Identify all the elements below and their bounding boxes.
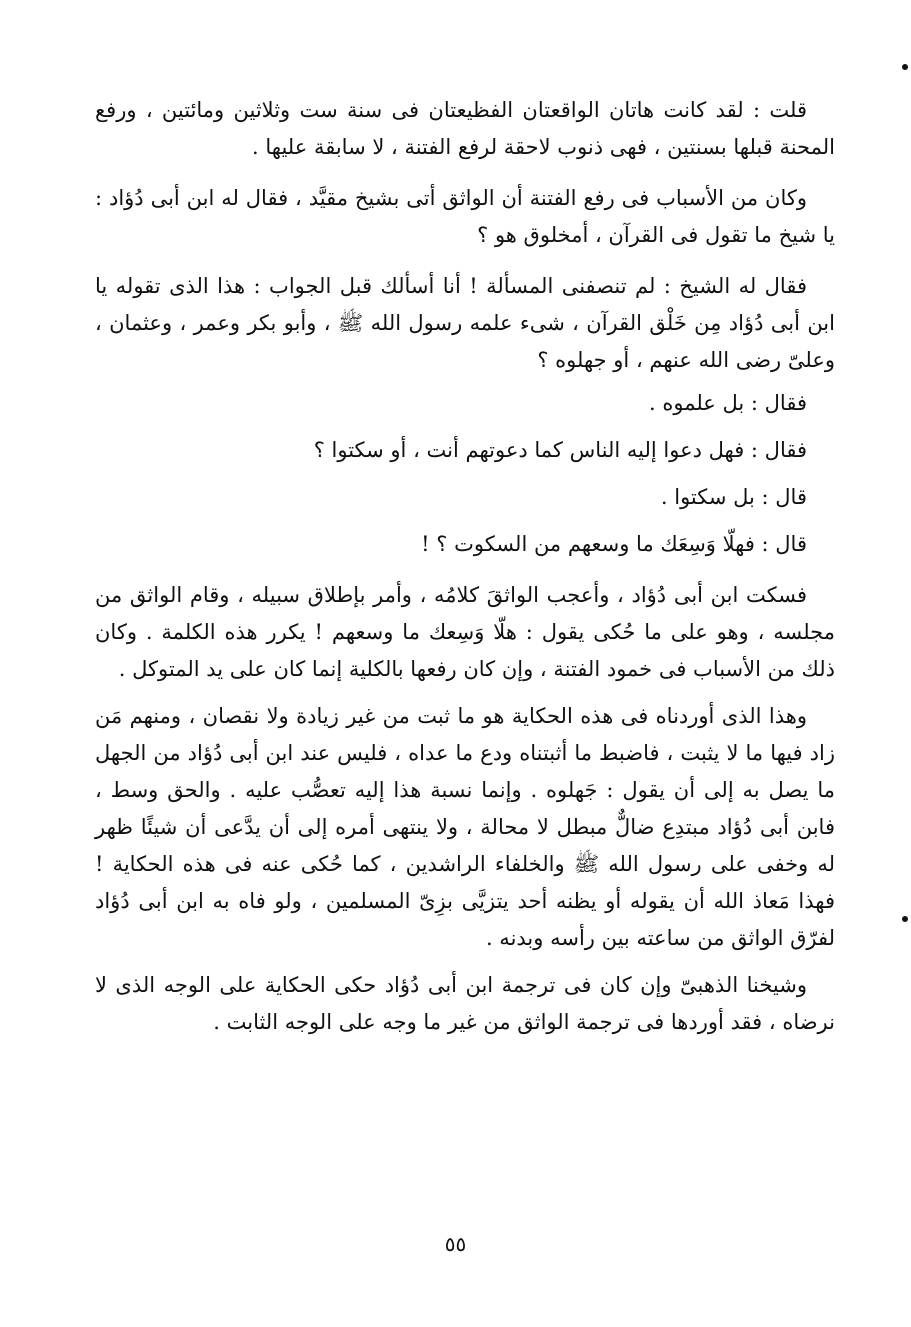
margin-mark: [902, 916, 908, 922]
paragraph-author-comment: وهذا الذى أوردناه فى هذه الحكاية هو ما ثبت من غير زيادة ولا نقصان ، ومنهم مَن زاد فيها ما لا يثبت ، فاضبط ما أثبتناه ودع ما عداه ، فليس عند ابن أبى دُؤاد من الجهل ما يصل به إلى أن يقول : جَهلوه . وإنما نسبة هذا إليه تعصُّب عليه . والحق وسط ، فابن أبى دُؤاد مبتدِع ضالٌّ مبطل لا محالة ، ولا ينتهى أمره إلى أن يدَّعى أن شيئًا ظهر له وخفى على رسول الله ﷺ والخلفاء الراشدين ، كما حُكى عنه فى هذه الحكاية ! فهذا مَعاذ الله أن يقوله أو يظنه أحد يتزيَّى بزِىّ المسلمين ، ولو فاه به ابن أبى دُؤاد لفرّق الواثق من ساعته بين رأسه وبدنه .: [95, 704, 835, 950]
paragraph-dhahabi: وشيخنا الذهبىّ وإن كان فى ترجمة ابن أبى دُؤاد حكى الحكاية على الوجه الذى لا نرضاه ، فقد أوردها فى ترجمة الواثق من غير ما وجه على الوجه الثابت .: [95, 973, 835, 1034]
paragraph-shaykh-brought: وكان من الأسباب فى رفع الفتنة أن الواثق أتى بشيخ مقيَّد ، فقال له ابن أبى دُؤاد : يا شيخ ما تقول فى القرآن ، أمخلوق هو ؟: [95, 186, 835, 247]
margin-mark: [902, 64, 908, 70]
dialogue-line: قال : فهلّا وَسِعَك ما وسعهم من السكوت ؟ !: [421, 532, 807, 556]
paragraph-intro: قلت : لقد كانت هاتان الواقعتان الفظيعتان فى سنة ست وثلاثين ومائتين ، ورفع المحنة قبلها بسنتين ، فهى ذنوب لاحقة لرفع الفتنة ، لا سابقة عليها .: [95, 98, 835, 159]
page-number: ٥٥: [444, 1232, 467, 1256]
page-body: [95, 92, 835, 1041]
dialogue-line: قال : بل سكتوا .: [660, 485, 807, 509]
paragraph-ibn-abi-duad-silent: فسكت ابن أبى دُؤاد ، وأعجب الواثقَ كلامُه ، وأمر بإطلاق سبيله ، وقام الواثق من مجلسه ، وهو على ما حُكى يقول : هلّا وَسِعك ما وسعهم ! يكرر هذه الكلمة . وكان ذلك من الأسباب فى خمود الفتنة ، وإن كان رفعها بالكلية إنما كان على يد المتوكل .: [95, 583, 835, 681]
paragraph-shaykh-question: فقال له الشيخ : لم تنصفنى المسألة ! أنا أسألك قبل الجواب : هذا الذى تقوله يا ابن أبى دُؤاد مِن خَلْق القرآن ، شىء علمه رسول الله ﷺ ، وأبو بكر وعمر ، وعثمان ، وعلىّ رضى الله عنهم ، أو جهلوه ؟: [95, 274, 835, 372]
dialogue-line: فقال : بل علموه .: [649, 391, 807, 415]
dialogue-line: فقال : فهل دعوا إليه الناس كما دعوتهم أنت ، أو سكتوا ؟: [313, 438, 807, 462]
